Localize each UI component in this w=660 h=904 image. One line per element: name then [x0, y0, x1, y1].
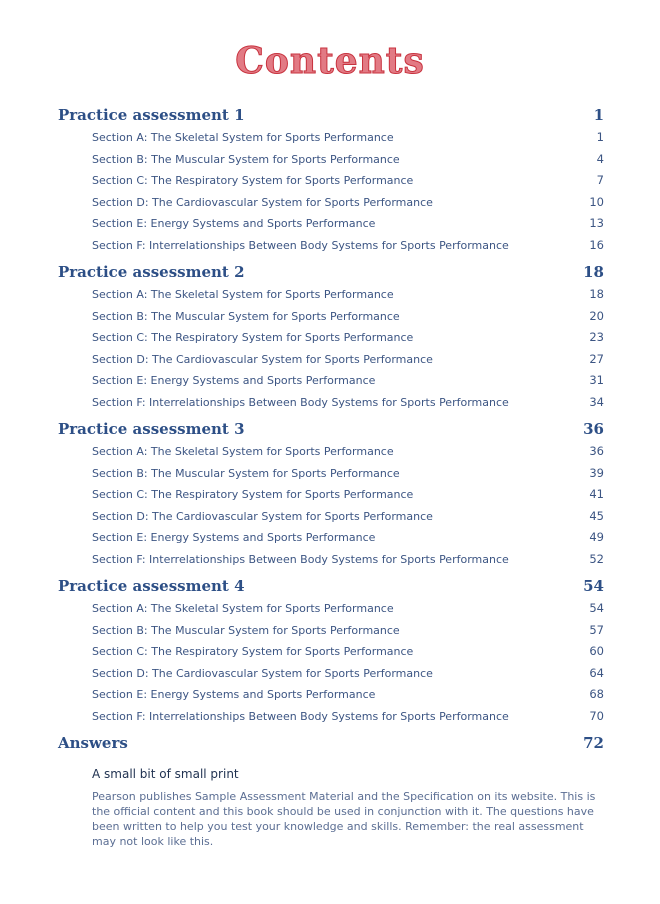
section-label: Section A: The Skeletal System for Sports Performance: [92, 131, 394, 144]
toc-section-item[interactable]: [58, 395, 604, 417]
toc-section-item[interactable]: [58, 466, 604, 488]
table-of-contents: [58, 106, 604, 752]
toc-section-item[interactable]: [58, 487, 604, 509]
section-label: Section B: The Muscular System for Sports Performance: [92, 623, 400, 637]
section-label: Section C: The Respiratory System for Sports Performance: [92, 331, 414, 344]
toc-section-item[interactable]: [58, 152, 604, 174]
group-page: 18: [583, 263, 604, 281]
section-label: Section B: The Muscular System for Sports Performance: [92, 309, 400, 323]
section-label: Section F: Interrelationships Between Body Systems for Sports Performance: [92, 709, 509, 723]
section-page: 23: [589, 330, 604, 344]
section-page: 20: [589, 308, 604, 323]
section-label: Section B: The Muscular System for Sports Performance: [92, 466, 400, 480]
toc-section-item[interactable]: [58, 173, 604, 195]
toc-answers-heading[interactable]: [58, 734, 604, 752]
section-page: 4: [596, 151, 604, 166]
section-page: 13: [589, 216, 604, 230]
toc-group-heading[interactable]: [58, 577, 604, 601]
toc-section-item[interactable]: [58, 444, 604, 466]
toc-section-item[interactable]: [58, 130, 604, 152]
section-label: Section E: Energy Systems and Sports Performance: [92, 531, 376, 544]
toc-group-4: [58, 577, 604, 730]
section-page: 31: [589, 373, 604, 387]
group-page: 1: [593, 106, 604, 124]
toc-section-item[interactable]: [58, 509, 604, 531]
section-label: Section A: The Skeletal System for Sports Performance: [92, 602, 394, 615]
toc-section-item[interactable]: [58, 552, 604, 574]
section-page: 18: [589, 287, 604, 301]
section-label: Section F: Interrelationships Between Body Systems for Sports Performance: [92, 395, 509, 409]
group-label: Practice assessment 1: [58, 106, 245, 124]
section-page: 36: [589, 444, 604, 458]
section-label: Section E: Energy Systems and Sports Performance: [92, 688, 376, 701]
section-page: 27: [589, 351, 604, 366]
small-print-note: [92, 767, 604, 849]
group-label: Practice assessment 2: [58, 263, 245, 281]
section-page: 64: [589, 665, 604, 680]
toc-section-item[interactable]: [58, 309, 604, 331]
section-page: 1: [596, 130, 604, 144]
toc-group-2: [58, 263, 604, 416]
note-title: A small bit of small print: [92, 767, 239, 781]
toc-section-item[interactable]: [58, 601, 604, 623]
answers-page: 72: [583, 734, 604, 752]
toc-section-item[interactable]: [58, 195, 604, 217]
toc-section-item[interactable]: [58, 666, 604, 688]
section-page: 39: [589, 465, 604, 480]
section-label: Section C: The Respiratory System for Sports Performance: [92, 645, 414, 658]
section-label: Section C: The Respiratory System for Sports Performance: [92, 488, 414, 501]
section-label: Section D: The Cardiovascular System for Sports Performance: [92, 509, 433, 523]
section-page: 68: [589, 687, 604, 701]
toc-group-heading[interactable]: [58, 263, 604, 287]
section-label: Section A: The Skeletal System for Sports Performance: [92, 288, 394, 301]
group-page: 36: [583, 420, 604, 438]
group-page: 54: [583, 577, 604, 595]
section-label: Section C: The Respiratory System for Sports Performance: [92, 174, 414, 187]
toc-section-item[interactable]: [58, 530, 604, 552]
group-label: Practice assessment 3: [58, 420, 245, 438]
toc-section-item[interactable]: [58, 216, 604, 238]
group-label: Practice assessment 4: [58, 577, 245, 595]
section-page: 60: [589, 644, 604, 658]
note-body: Pearson publishes Sample Assessment Material and the Specification on its website. This is the official content and this book should be used in conjunction with it. The questions have been written to help you test your knowledge and skills. Remember: the real assessment may not look like this.: [92, 790, 596, 848]
toc-section-item[interactable]: [58, 330, 604, 352]
section-page: 7: [596, 173, 604, 187]
section-label: Section D: The Cardiovascular System for Sports Performance: [92, 666, 433, 680]
section-label: Section A: The Skeletal System for Sports Performance: [92, 445, 394, 458]
toc-group-3: [58, 420, 604, 573]
section-label: Section D: The Cardiovascular System for Sports Performance: [92, 352, 433, 366]
section-page: 70: [589, 708, 604, 723]
toc-group-1: [58, 106, 604, 259]
section-page: 57: [589, 622, 604, 637]
toc-section-item[interactable]: [58, 623, 604, 645]
section-label: Section E: Energy Systems and Sports Performance: [92, 374, 376, 387]
section-page: 41: [589, 487, 604, 501]
section-page: 52: [589, 551, 604, 566]
toc-section-item[interactable]: [58, 287, 604, 309]
section-page: 45: [589, 508, 604, 523]
toc-section-item[interactable]: [58, 687, 604, 709]
section-label: Section B: The Muscular System for Sports Performance: [92, 152, 400, 166]
section-page: 34: [589, 394, 604, 409]
section-label: Section D: The Cardiovascular System for Sports Performance: [92, 195, 433, 209]
page-title: Contents: [235, 40, 425, 82]
toc-section-item[interactable]: [58, 709, 604, 731]
section-label: Section F: Interrelationships Between Body Systems for Sports Performance: [92, 238, 509, 252]
section-page: 10: [589, 194, 604, 209]
section-page: 49: [589, 530, 604, 544]
section-label: Section F: Interrelationships Between Body Systems for Sports Performance: [92, 552, 509, 566]
toc-group-heading[interactable]: [58, 106, 604, 130]
section-page: 16: [589, 237, 604, 252]
toc-section-item[interactable]: [58, 644, 604, 666]
toc-section-item[interactable]: [58, 238, 604, 260]
section-label: Section E: Energy Systems and Sports Performance: [92, 217, 376, 230]
answers-label: Answers: [58, 734, 128, 752]
section-page: 54: [589, 601, 604, 615]
toc-group-heading[interactable]: [58, 420, 604, 444]
toc-section-item[interactable]: [58, 373, 604, 395]
toc-section-item[interactable]: [58, 352, 604, 374]
